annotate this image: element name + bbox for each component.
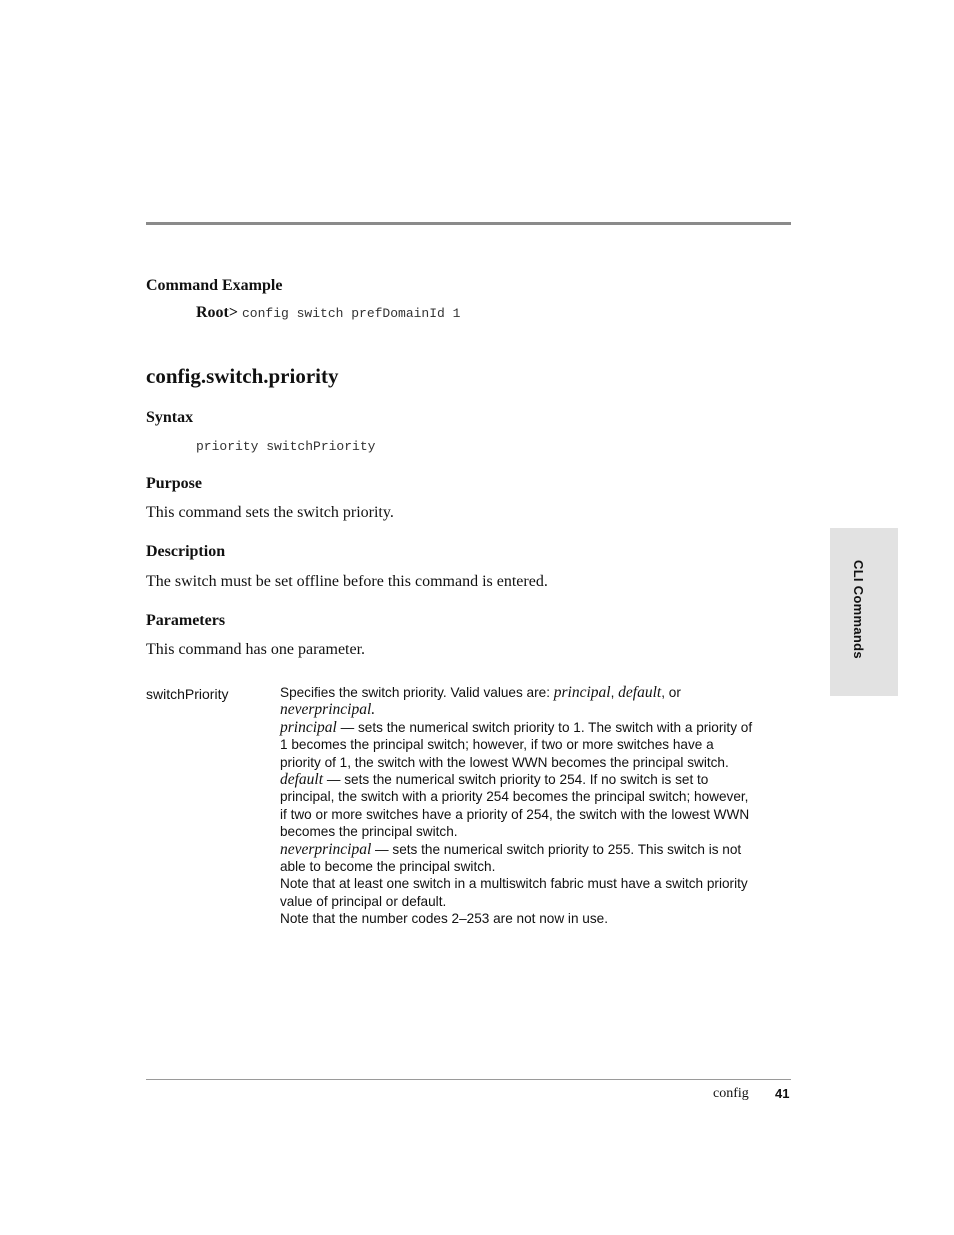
command-prompt: Root> [196, 304, 238, 321]
parameter-name: switchPriority [146, 686, 229, 702]
parameters-text: This command has one parameter. [146, 641, 366, 658]
footer-rule [146, 1079, 791, 1080]
section-title: config.switch.priority [146, 364, 339, 388]
principal-description: principal — sets the numerical switch priority to 1. The switch with a priority of 1 becomes the principal switch; however, if two or more switches have a priority of 1, the switch with the lowest WWN becomes the principal switch. [280, 718, 753, 770]
value-default: default [618, 684, 662, 701]
command-example-heading: Command Example [146, 277, 283, 294]
parameters-heading: Parameters [146, 612, 226, 629]
side-tab-label: CLI Commands [851, 560, 866, 659]
purpose-text: This command sets the switch priority. [146, 504, 394, 521]
command-example [196, 304, 460, 322]
footer-section-name: config [713, 1086, 749, 1101]
side-tab [830, 528, 898, 696]
page-number: 41 [775, 1086, 790, 1101]
header-rule [146, 222, 791, 225]
syntax-heading: Syntax [146, 409, 194, 426]
parameter-description [280, 684, 758, 928]
description-text: The switch must be set offline before this command is entered. [146, 573, 548, 590]
parameter-intro: Specifies the switch priority. Valid values are: principal, default, or neverprincipal. [280, 684, 681, 719]
neverprincipal-description: neverprincipal — sets the numerical switch priority to 255. This switch is not able to become the principal switch. [280, 840, 742, 875]
value-neverprincipal: neverprincipal [280, 701, 372, 719]
command-text: config switch prefDomainId 1 [242, 306, 461, 321]
purpose-heading: Purpose [146, 475, 202, 492]
syntax-code: priority switchPriority [196, 439, 376, 454]
value-principal: principal [553, 684, 611, 701]
note-fabric: Note that at least one switch in a multiswitch fabric must have a switch priority value of principal or default. [280, 876, 748, 909]
default-description: default — sets the numerical switch priority to 254. If no switch is set to principal, the switch with a priority 254 becomes the principal switch; however, if two or more switches have a priority of 254, the switch with the lowest WWN becomes the principal switch. [280, 771, 750, 840]
description-heading: Description [146, 543, 226, 560]
note-number-codes: Note that the number codes 2–253 are not now in use. [280, 911, 608, 927]
